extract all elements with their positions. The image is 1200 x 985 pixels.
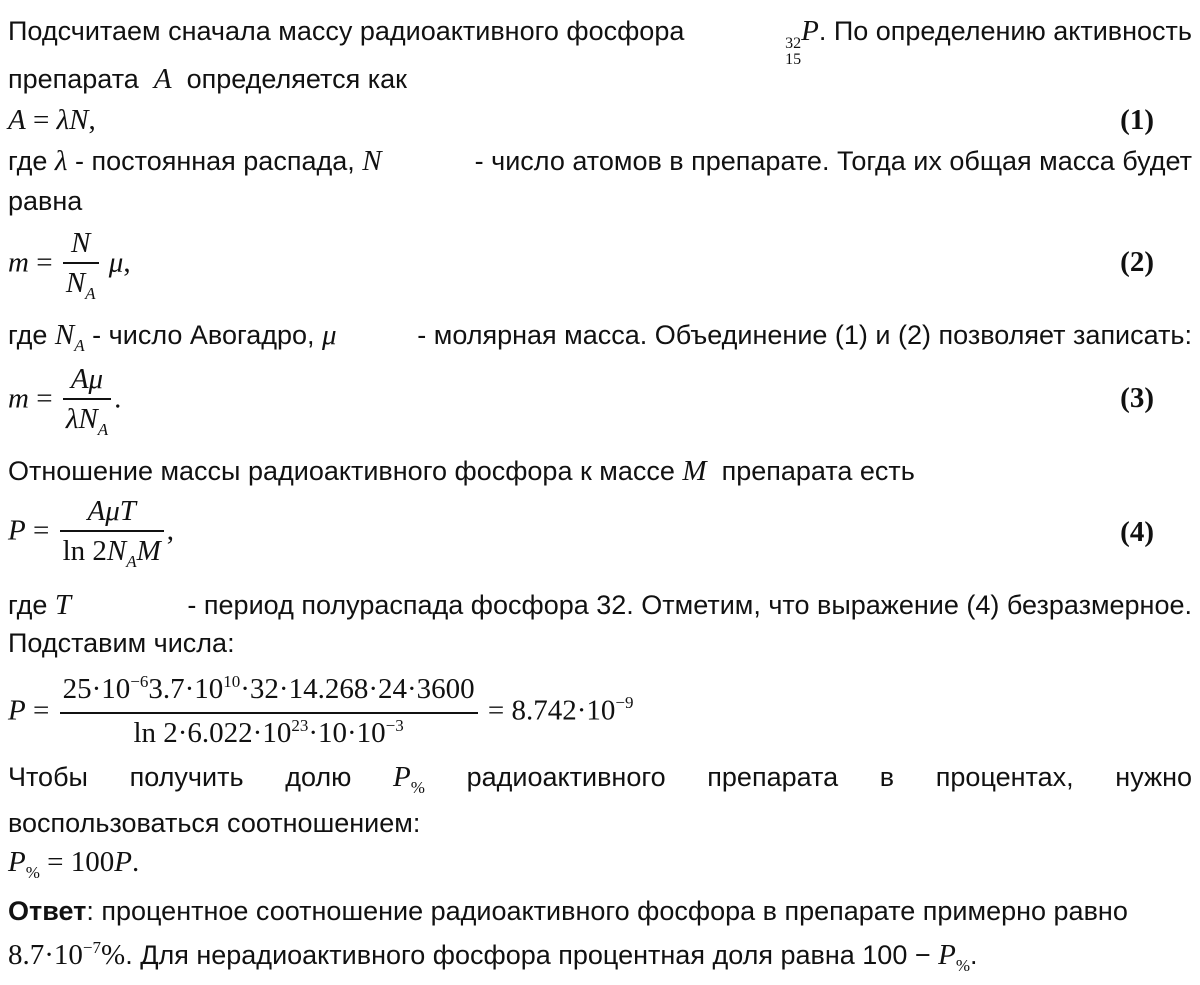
answer-label: Ответ	[8, 896, 87, 926]
fraction: $\frac{\text{AμT}}{\ln 2N_AM}$	[60, 494, 164, 572]
paragraph-line-2: препарата A определяется как	[8, 63, 407, 95]
answer-line: Ответ: процентное соотношение радиоактивного фосфора в препарате примерно равно	[8, 896, 1128, 926]
equation-number-4: (4)	[1120, 516, 1154, 548]
paragraph-line-1: Подсчитаем сначала массу радиоактивного фосфора 32 15 P. По определению активность	[8, 15, 1192, 68]
paragraph-line-4: где λ - постоянная распада, N - число атомов в препарате. Тогда их общая масса будет	[8, 145, 1192, 177]
fraction: $\frac{25\cdot 10^{-6}3.7\cdot 10^{10}\cdot 32\cdot 14.268\cdot 24\cdot 3600}{\ln 2\cdot 6.022\cdot 10^{23}\cdot 10\cdot 10^{-3}}$	[60, 672, 478, 754]
equation-2: m = $\frac{N}{N_A}$ μ,	[8, 227, 131, 303]
equation-number-1: (1)	[1120, 104, 1154, 136]
paragraph-line-5: равна	[8, 186, 83, 216]
paragraph-line-7: где $N_A$ - число Авогадро, μ - молярная масса. Объединение (1) и (2) позволяет записать:	[8, 319, 1192, 355]
equation-number-3: (3)	[1120, 382, 1154, 414]
paragraph-line-15: воспользоваться соотношением:	[8, 808, 421, 838]
text: Подсчитаем сначала массу радиоактивного фосфора	[8, 16, 685, 46]
fraction: $\frac{A\mu}{\lambda N_A}$	[63, 362, 111, 440]
fraction: $\frac{N}{N_A}$	[63, 226, 99, 304]
equation-5: P = $\frac{25\cdot 10^{-6}3.7\cdot 10^{10}\cdot 32\cdot 14.268\cdot 24\cdot 3600}{\ln 2\cdot 6.022\cdot 10^{23}\cdot 10\cdot 10^{-3}}$ = $8.742\cdot 10^{-9}$	[8, 672, 634, 754]
equation-1: A = λN,	[8, 104, 96, 136]
equation-number-2: (2)	[1120, 246, 1154, 278]
equation-4: P = $\frac{\text{AμT}}{\ln 2N_AM}$ ,	[8, 495, 175, 571]
answer-line-2: $8.7\cdot 10^{-7}\%$. Для нерадиоактивного фосфора процентная доля равна $100 - P_{\%}$.	[8, 938, 978, 975]
paragraph-line-11: где T - период полураспада фосфора 32. Отметим, что выражение (4) безразмерное.	[8, 589, 1192, 621]
paragraph-line-12: Подставим числа:	[8, 628, 235, 658]
equation-3: m = $\frac{A\mu}{\lambda N_A}$ .	[8, 363, 122, 439]
paragraph-line-9: Отношение массы радиоактивного фосфора к массе M препарата есть	[8, 455, 915, 487]
equation-6: $P_{\%} = 100P$.	[8, 846, 140, 882]
paragraph-line-14: Чтобы получить долю $P_{\%}$ радиоактивного препарата в процентах, нужно	[8, 761, 1192, 797]
isotope-notation: 32 15	[785, 35, 802, 68]
